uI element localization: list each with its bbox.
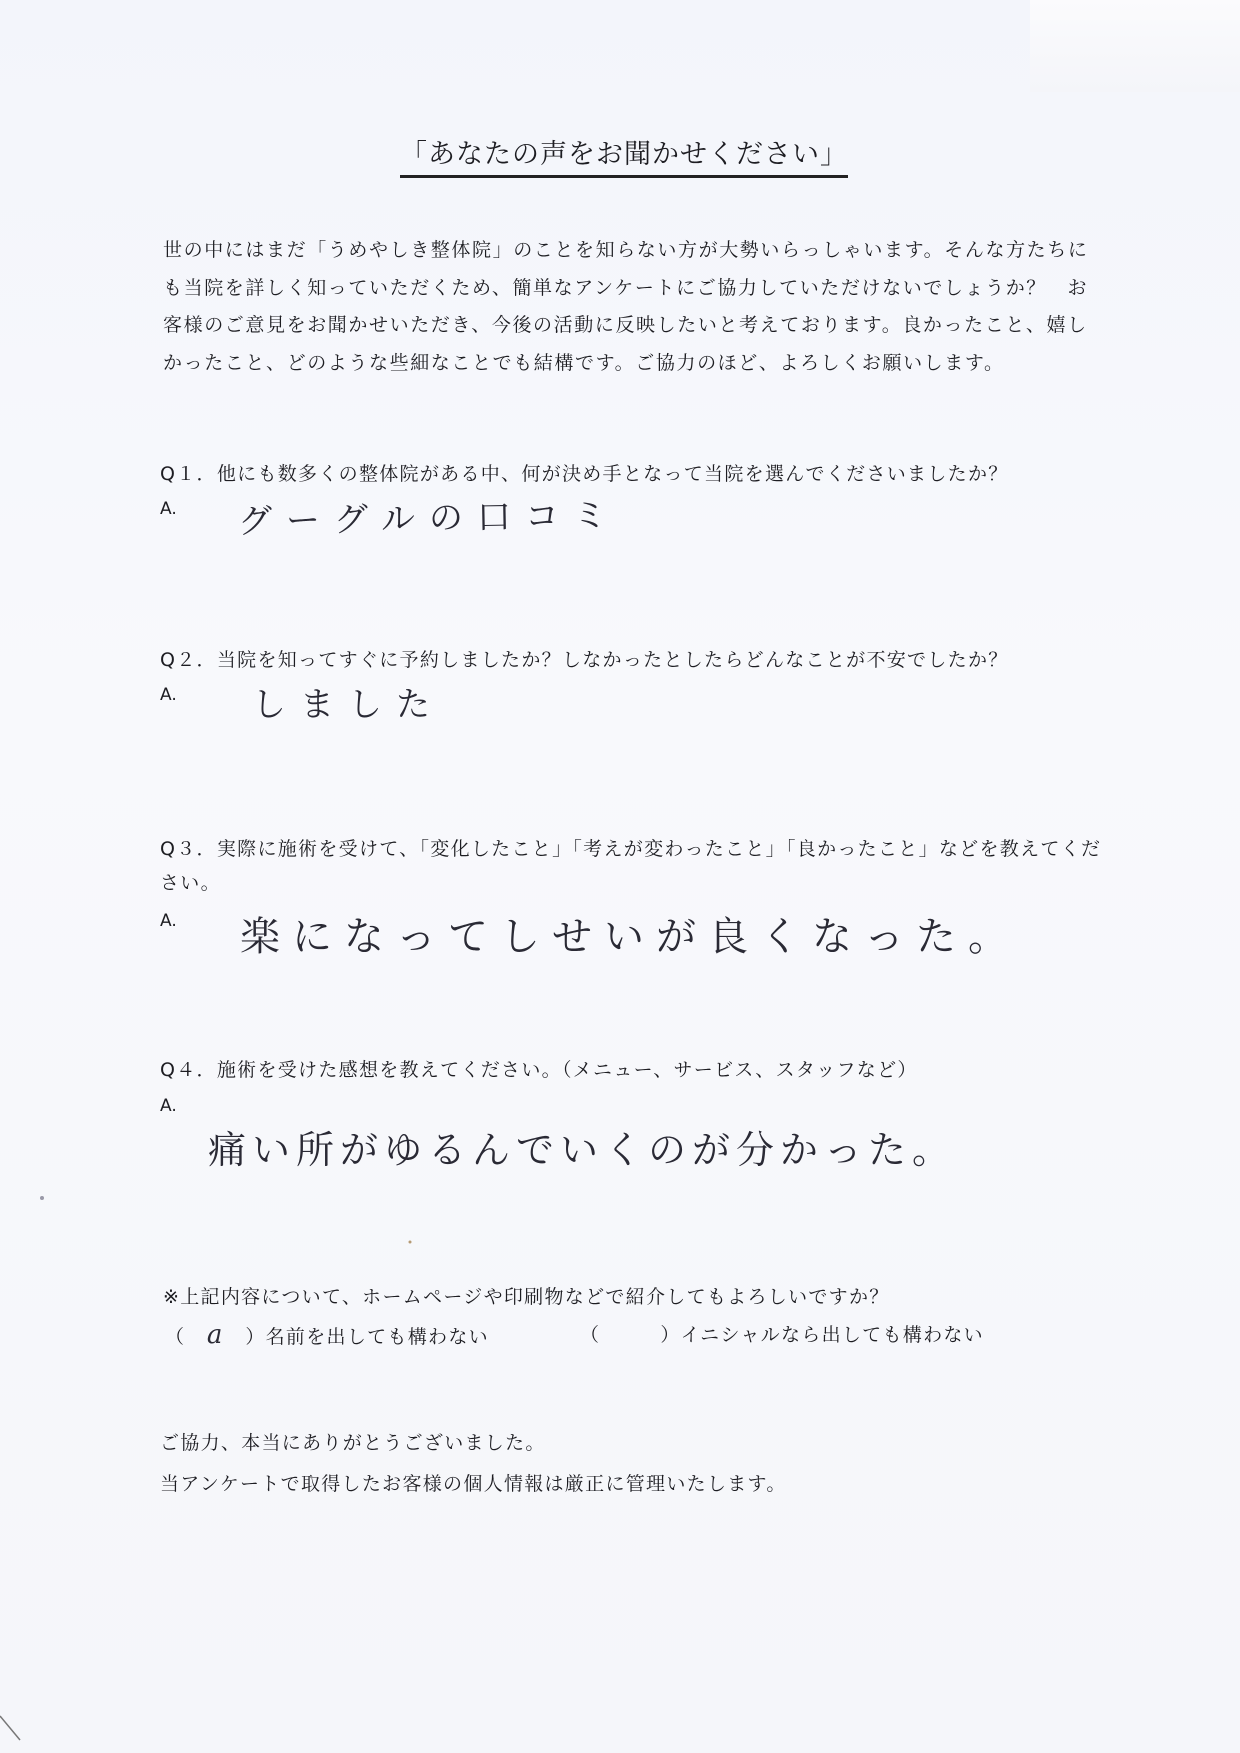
answer-label-2: A.: [160, 685, 177, 705]
survey-title: 「あなたの声をお聞かせください」: [400, 137, 848, 178]
option-open-paren: （: [580, 1324, 601, 1346]
answer-label-3: A.: [160, 911, 177, 931]
consent-question: ※上記内容について、ホームページや印刷物などで紹介してもよろしいですか？: [163, 1286, 890, 1308]
option-2-label: イニシャルなら出しても構わない: [680, 1324, 984, 1346]
answer-4-handwritten: 痛い所がゆるんでいくのが分かった。: [208, 1128, 957, 1172]
answer-1-handwritten: グーグルの口コミ: [237, 495, 622, 542]
closing-thanks: ご協力、本当にありがとうございました。: [160, 1432, 546, 1454]
question-1: Q１．他にも数多くの整体院がある中、何が決め手となって当院を選んでくださいましたか？: [160, 463, 1009, 485]
option-open-paren: （: [165, 1326, 186, 1348]
answer-2-handwritten: しました: [252, 685, 444, 725]
closing-privacy: 当アンケートで取得したお客様の個人情報は厳正に管理いたします。: [160, 1473, 787, 1495]
answer-label-4: A.: [160, 1096, 177, 1116]
answer-3-handwritten: 楽になってしせいが良くなった。: [240, 914, 1020, 960]
question-3: Q３．実際に施術を受けて、「変化したこと」「考えが変わったこと」「良かったこと」などを教えてください。: [160, 838, 1102, 894]
option-1-mark: a: [206, 1320, 224, 1350]
option-close-paren: ）: [660, 1324, 681, 1346]
option-close-paren: ）: [245, 1326, 266, 1348]
question-2: Q２．当院を知ってすぐに予約しましたか？しなかったとしたらどんなことが不安でしたか？: [160, 649, 1009, 671]
option-1-label: 名前を出しても構わない: [265, 1326, 489, 1348]
intro-paragraph: 世の中にはまだ「うめやしき整体院」のことを知らない方が大勢いらっしゃいます。そんな方たちにも当院を詳しく知っていただくため、簡単なアンケートにご協力していただけないでしょうか？ お客様のご意見をお聞かせいただき、今後の活動に反映したいと考えております。良かったこと、嬉しかったこと、どのような些細なことでも結構です。ご協力のほど、よろしくお願いします。: [163, 239, 1089, 374]
answer-label-1: A.: [160, 499, 177, 519]
question-4: Q４．施術を受けた感想を教えてください。（メニュー、サービス、スタッフなど）: [160, 1059, 918, 1081]
